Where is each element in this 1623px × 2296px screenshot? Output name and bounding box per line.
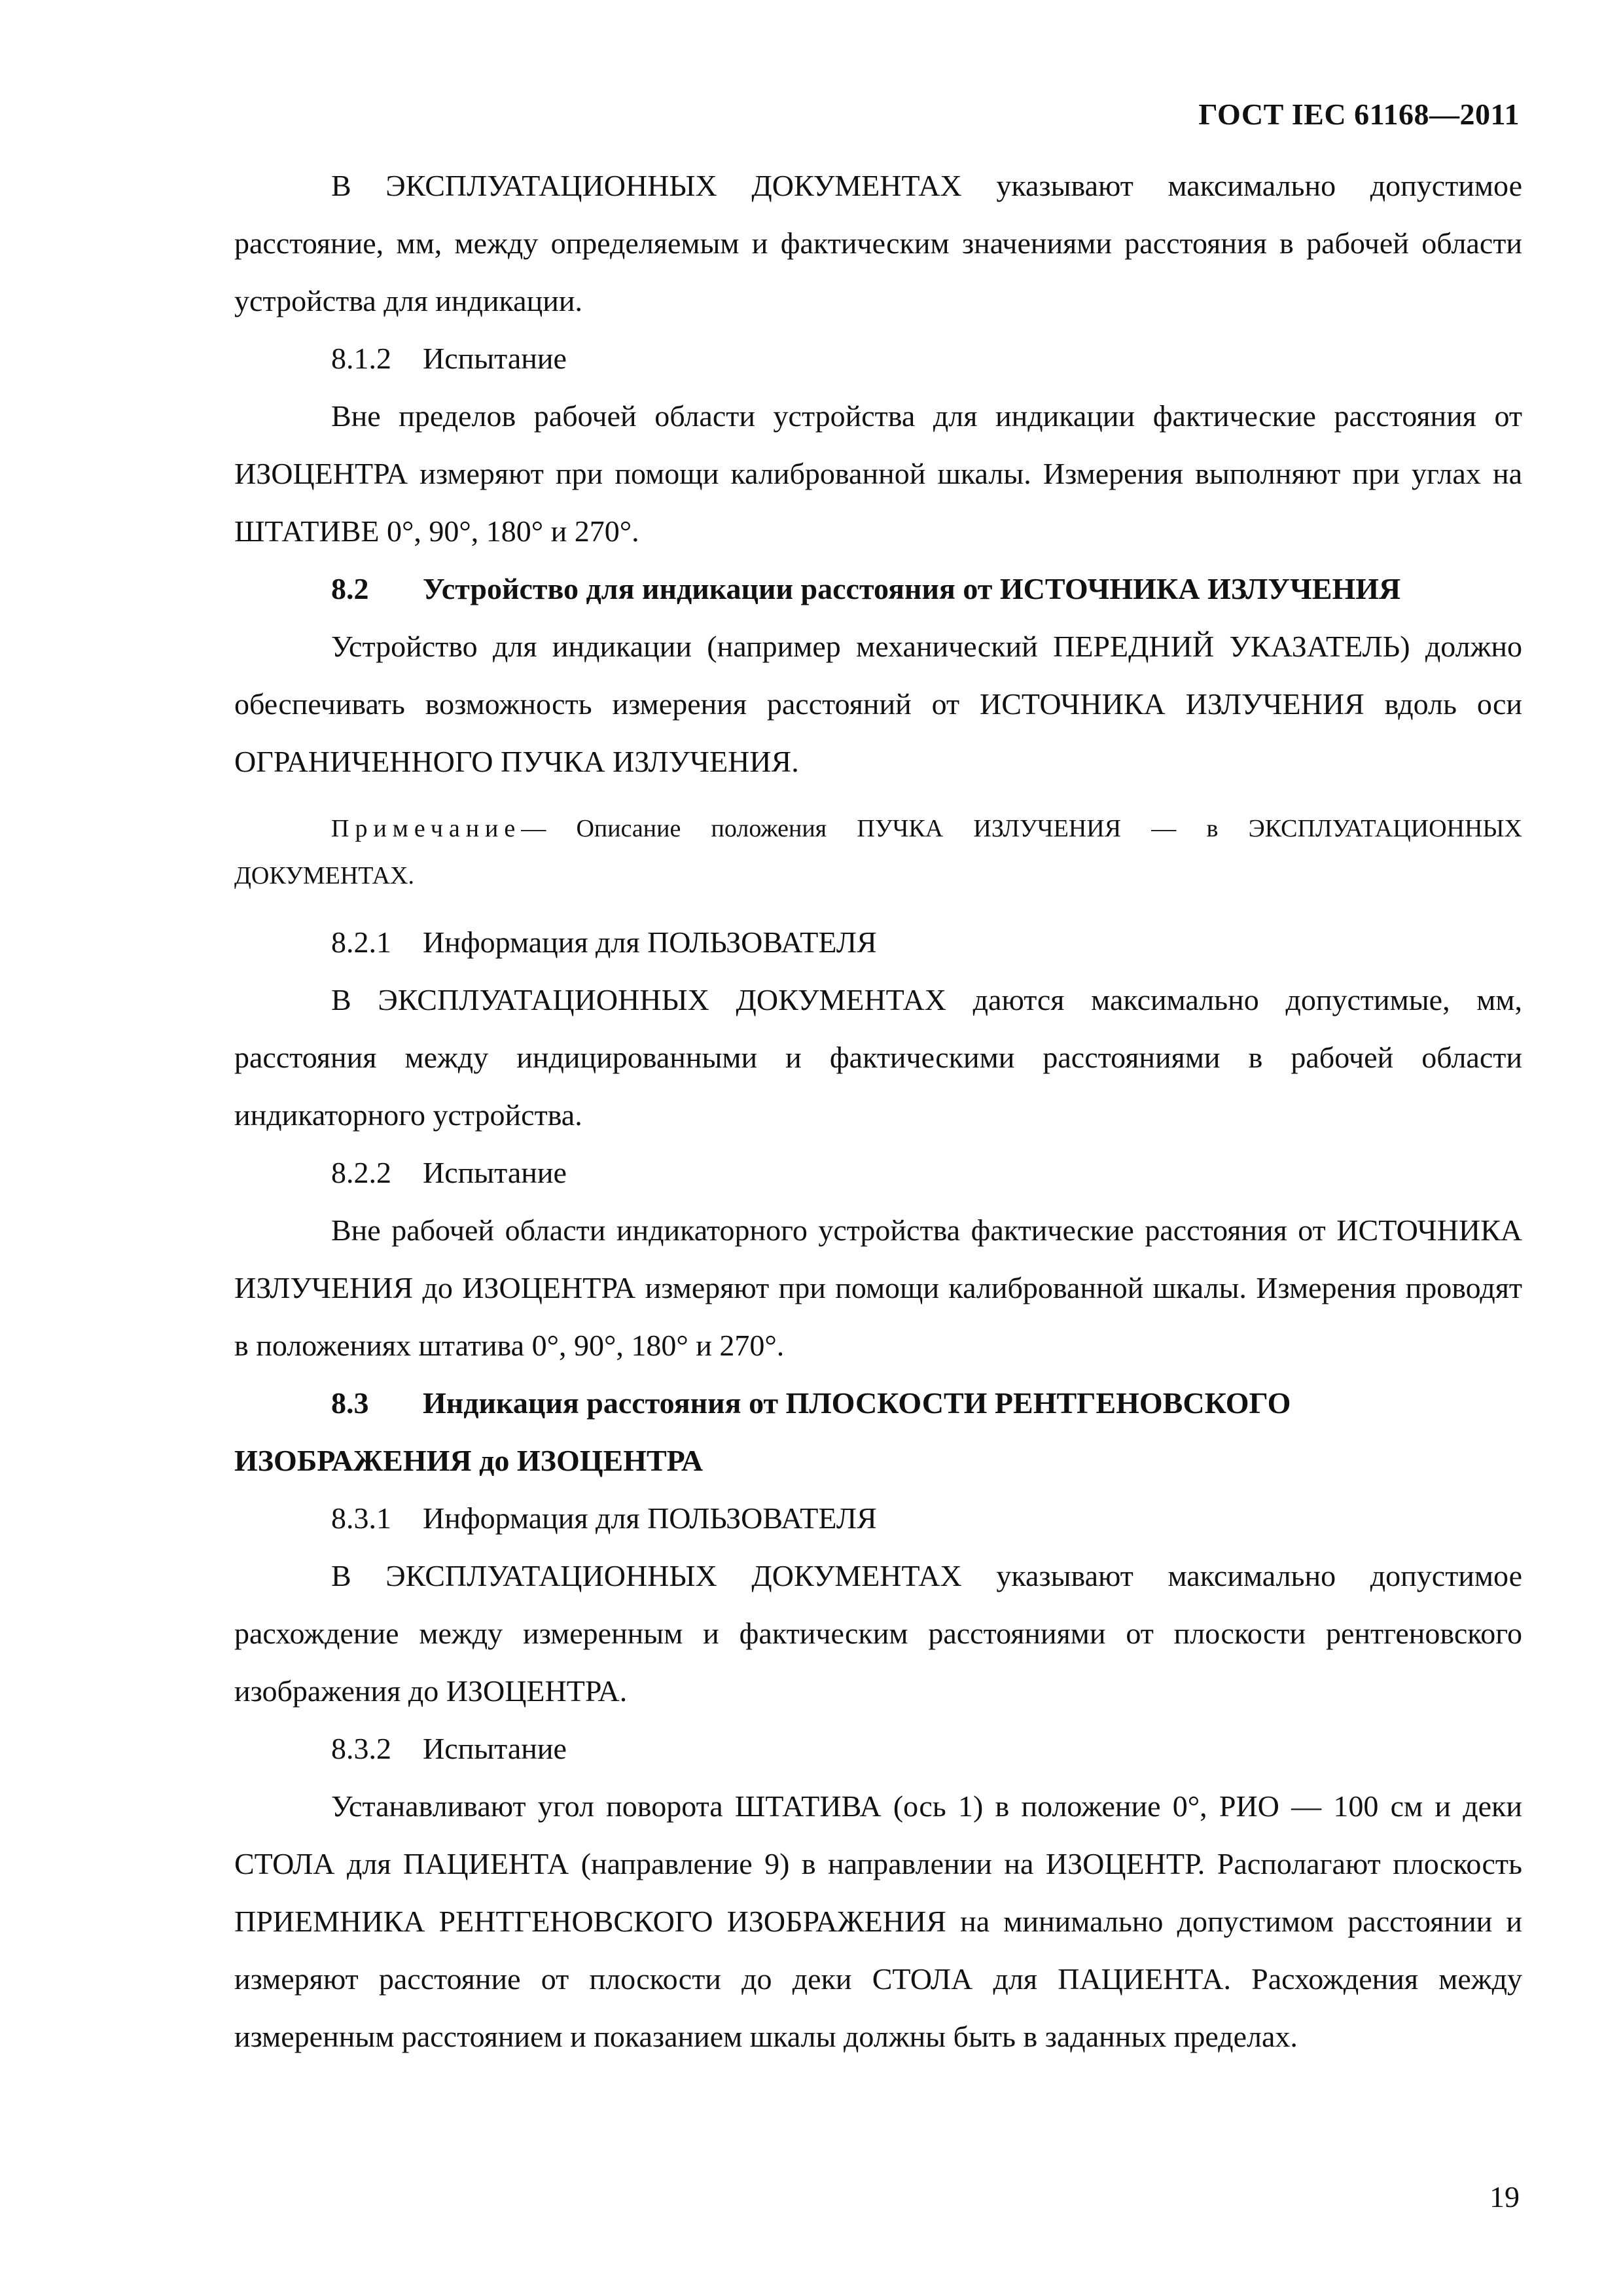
section-number: 8.2 <box>331 572 369 605</box>
paragraph: Вне рабочей области индикаторного устройства фактические расстояния от ИСТОЧНИКА ИЗЛУЧЕНИЯ до ИЗОЦЕНТРА измеряют при помощи калиброванной шкалы. Измерения проводят в положениях штатива 0°, 90°, 180° и 270°. <box>234 1213 1522 1362</box>
section-title: Информация для ПОЛЬЗОВАТЕЛЯ <box>423 1501 877 1535</box>
note-text: — Описание положения ПУЧКА ИЗЛУЧЕНИЯ — в ЭКСПЛУАТАЦИОННЫХ ДОКУМЕНТАХ. <box>234 815 1522 889</box>
note <box>234 805 1522 899</box>
section-number: 8.2.2 <box>331 1156 391 1189</box>
paragraph: Устанавливают угол поворота ШТАТИВА (ось 1) в положение 0°, РИО — 100 см и деки СТОЛА для ПАЦИЕНТА (направление 9) в направлении на ИЗОЦЕНТР. Располагают плоскость ПРИЕМНИКА РЕНТГЕНОВСКОГО ИЗОБРАЖЕНИЯ на минимально допустимом расстоянии и измеряют расстояние от плоскости до деки СТОЛА для ПАЦИЕНТА. Расхождения между измеренным расстоянием и показанием шкалы должны быть в заданных пределах. <box>234 1789 1522 2053</box>
section-number: 8.2.1 <box>331 925 391 959</box>
paragraph: Вне пределов рабочей области устройства для индикации фактические расстояния от ИЗОЦЕНТРА измеряют при помощи калиброванной шкалы. Измерения выполняют при углах на ШТАТИВЕ 0°, 90°, 180° и 270°. <box>234 399 1522 548</box>
section-title: Испытание <box>423 1732 567 1765</box>
note-label: Примечание <box>331 815 522 842</box>
section-number: 8.1.2 <box>331 342 391 375</box>
section-title: Информация для ПОЛЬЗОВАТЕЛЯ <box>423 925 877 959</box>
section-number: 8.3.1 <box>331 1501 391 1535</box>
paragraph: В ЭКСПЛУАТАЦИОННЫХ ДОКУМЕНТАХ указывают максимально допустимое расхождение между измеренным и фактическим расстояниями от плоскости рентгеновского изображения до ИЗОЦЕНТРА. <box>234 1559 1522 1708</box>
section-number: 8.3.2 <box>331 1732 391 1765</box>
subsection-heading-8-1-2 <box>234 330 1522 387</box>
subsection-heading-8-2-1 <box>234 914 1522 971</box>
section-title: Испытание <box>423 1156 567 1189</box>
paragraph: В ЭКСПЛУАТАЦИОННЫХ ДОКУМЕНТАХ указывают максимально допустимое расстояние, мм, между определяемым и фактическим значениями расстояния в рабочей области устройства для индикации. <box>234 169 1522 317</box>
paragraph: Устройство для индикации (например механический ПЕРЕДНИЙ УКАЗАТЕЛЬ) должно обеспечивать возможность измерения расстояний от ИСТОЧНИКА ИЗЛУЧЕНИЯ вдоль оси ОГРАНИЧЕННОГО ПУЧКА ИЗЛУЧЕНИЯ. <box>234 630 1522 778</box>
section-title: Индикация расстояния от ПЛОСКОСТИ РЕНТГЕНОВСКОГО <box>423 1386 1291 1420</box>
section-title-continuation: ИЗОБРАЖЕНИЯ до ИЗОЦЕНТРА <box>234 1444 704 1477</box>
subsection-heading-8-2-2 <box>234 1144 1522 1202</box>
subsection-heading-8-3-1 <box>234 1490 1522 1547</box>
section-title: Испытание <box>423 342 567 375</box>
paragraph: В ЭКСПЛУАТАЦИОННЫХ ДОКУМЕНТАХ даются максимально допустимые, мм, расстояния между индицированными и фактическими расстояниями в рабочей области индикаторного устройства. <box>234 983 1522 1132</box>
section-number: 8.3 <box>331 1386 369 1420</box>
subsection-heading-8-3-2 <box>234 1720 1522 1778</box>
section-title: Устройство для индикации расстояния от ИСТОЧНИКА ИЗЛУЧЕНИЯ <box>423 572 1401 605</box>
document-code-header: ГОСТ IEC 61168—2011 <box>1198 98 1520 131</box>
page-number: 19 <box>1489 2180 1520 2214</box>
page-body <box>234 157 1522 2066</box>
section-heading-8-2 <box>234 560 1522 618</box>
section-heading-8-3 <box>234 1374 1522 1432</box>
